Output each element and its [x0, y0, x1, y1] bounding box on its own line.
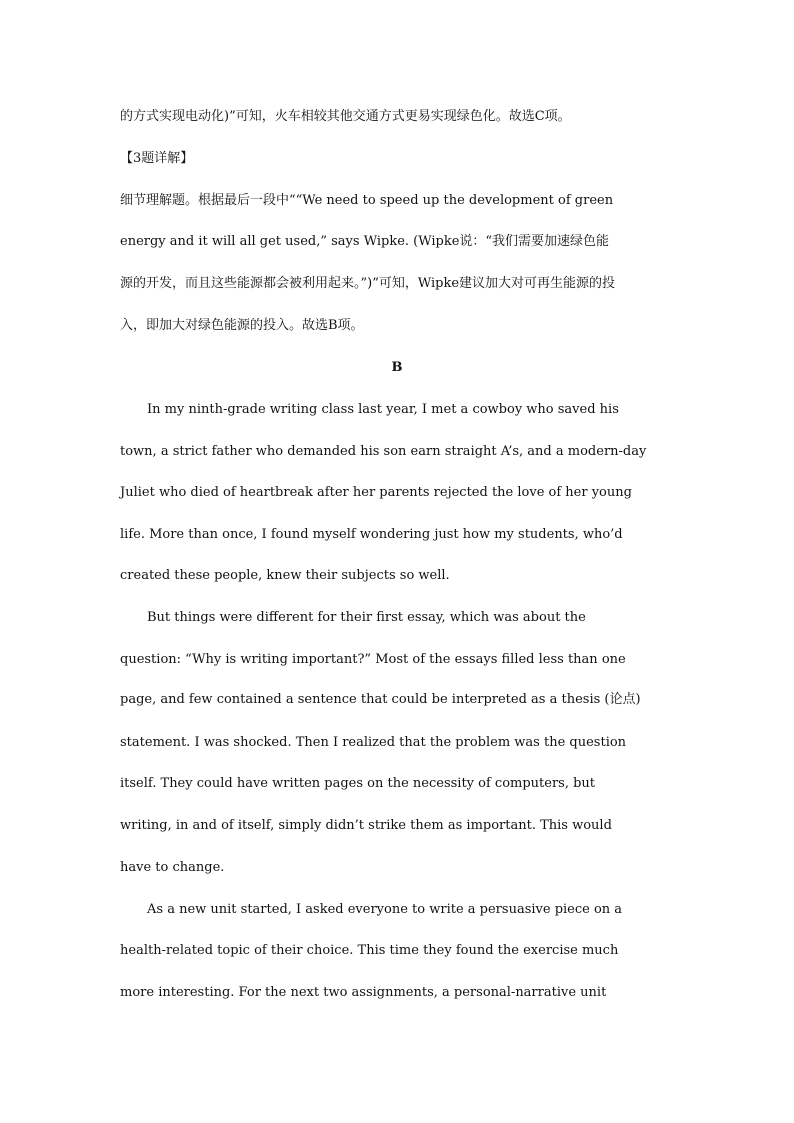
text-line: town, a strict father who demanded his son earn straight A’s, and a modern-day	[120, 444, 647, 459]
text-line: 的方式实现电动化)”可知，火车相较其他交通方式更易实现绿色化。故选C项。	[120, 109, 571, 124]
passage-title: B	[391, 360, 403, 375]
text-line: Juliet who died of heartbreak after her parents rejected the love of her young	[120, 485, 632, 500]
text-line: energy and it will all get used,” says Wipke. (Wipke说：“我们需要加速绿色能	[120, 234, 610, 249]
text-line: itself. They could have written pages on the necessity of computers, but	[120, 776, 596, 791]
text-line: page, and few contained a sentence that could be interpreted as a thesis (论点)	[120, 692, 641, 707]
text-line: health-related topic of their choice. This time they found the exercise much	[120, 943, 619, 958]
paragraph-start: But things were different for their first essay, which was about the	[147, 610, 586, 625]
text-line: statement. I was shocked. Then I realized that the problem was the question	[120, 735, 627, 750]
section-heading: 【3题详解】	[120, 151, 194, 166]
text-line: 入，即加大对绿色能源的投入。故选B项。	[120, 318, 364, 333]
paragraph-start: As a new unit started, I asked everyone to write a persuasive piece on a	[147, 902, 623, 917]
text-line: life. More than once, I found myself wondering just how my students, who’d	[120, 527, 623, 542]
text-line: have to change.	[120, 860, 225, 875]
paragraph-start: In my ninth-grade writing class last year, I met a cowboy who saved his	[147, 402, 619, 417]
text-line: 源的开发，而且这些能源都会被利用起来。”)”可知，Wipke建议加大对可再生能源的投	[120, 276, 616, 291]
text-line: 细节理解题。根据最后一段中““We need to speed up the development of green	[120, 193, 614, 208]
text-line: more interesting. For the next two assignments, a personal-narrative unit	[120, 985, 607, 1000]
text-line: writing, in and of itself, simply didn’t strike them as important. This would	[120, 818, 612, 833]
text-line: created these people, knew their subjects so well.	[120, 568, 450, 583]
text-line: question: “Why is writing important?” Most of the essays filled less than one	[120, 652, 626, 667]
